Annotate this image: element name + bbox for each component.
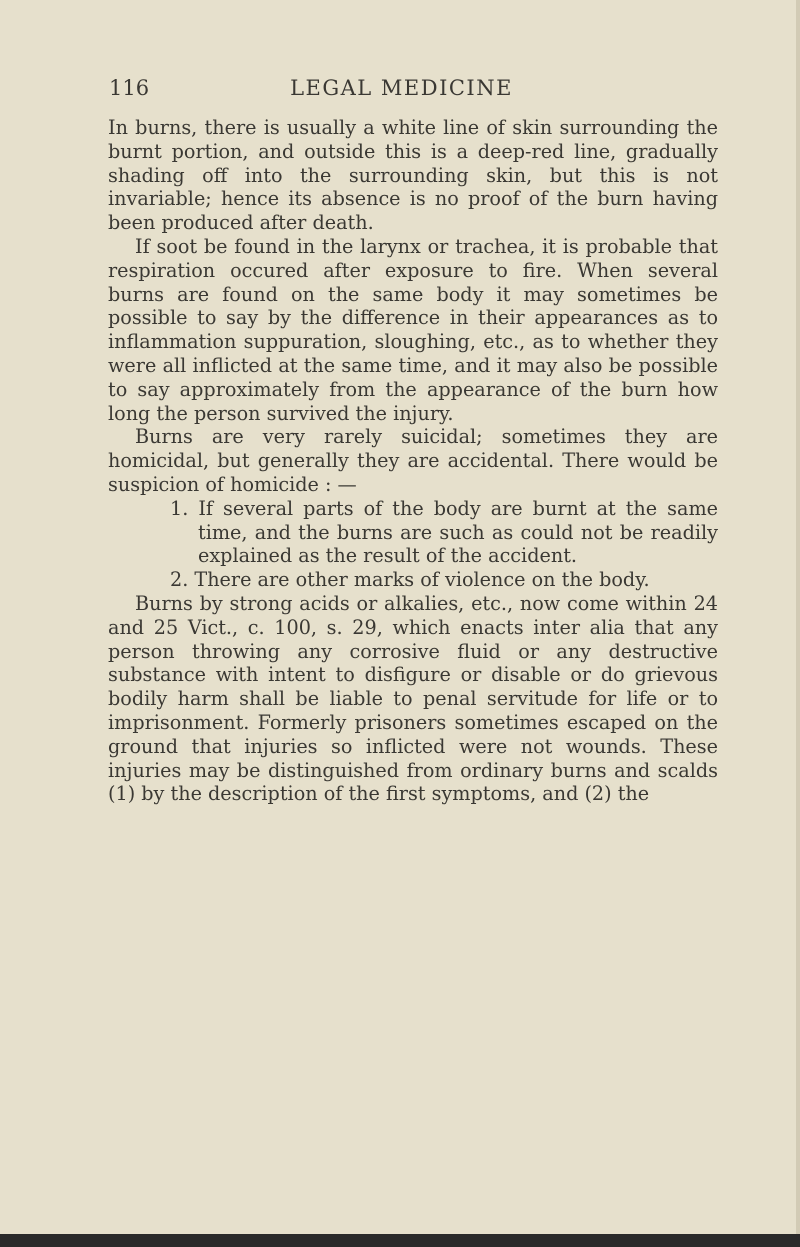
paragraph-acids-alkalies: Burns by strong acids or alkalies, etc., now come within 24 and 25 Vict., c. 100, s. 29, which enacts inter alia that any person throwing any corrosive fluid or any destructive substance with intent to disfigure or disable or do grievous bodily harm shall be liable to penal servitude for life or to imprisonment. Formerly prisoners sometimes escaped on the ground that injuries so inflicted were not wounds. These injuries may be distinguished from ordinary burns and scalds (1) by the description of the first symptoms, and (2) the — [108, 591, 718, 806]
bottom-edge-band — [0, 1234, 800, 1247]
page-edge-shadow — [796, 0, 800, 1234]
list-item-several-parts: 1. If several parts of the body are burnt at the same time, and the burns are such as could not be readily explained as the result of the accident. — [170, 496, 718, 568]
page-number: 116 — [109, 76, 150, 100]
body-text — [108, 116, 718, 806]
list-item-violence-marks: 2. There are other marks of violence on the body. — [170, 568, 650, 592]
running-title: LEGAL MEDICINE — [290, 76, 513, 100]
paragraph-burn-types: Burns are very rarely suicidal; sometimes they are homicidal, but generally they are accidental. There would be suspicion of homicide : — — [108, 425, 718, 496]
page-header — [109, 73, 694, 103]
paragraph-burn-lines: In burns, there is usually a white line of skin surrounding the burnt portion, and outside this is a deep-red line, gradually shading off into the surrounding skin, but this is not invariable; hence its absence is no proof of the burn having been produced after death. — [108, 116, 718, 235]
paragraph-soot-respiration: If soot be found in the larynx or trachea, it is probable that respiration occured after exposure to fire. When several burns are found on the same body it may sometimes be possible to say by the difference in their appearances as to inflammation suppuration, sloughing, etc., as to whether they were all inflicted at the same time, and it may also be possible to say approximately from the appearance of the burn how long the person survived the injury. — [108, 234, 718, 425]
